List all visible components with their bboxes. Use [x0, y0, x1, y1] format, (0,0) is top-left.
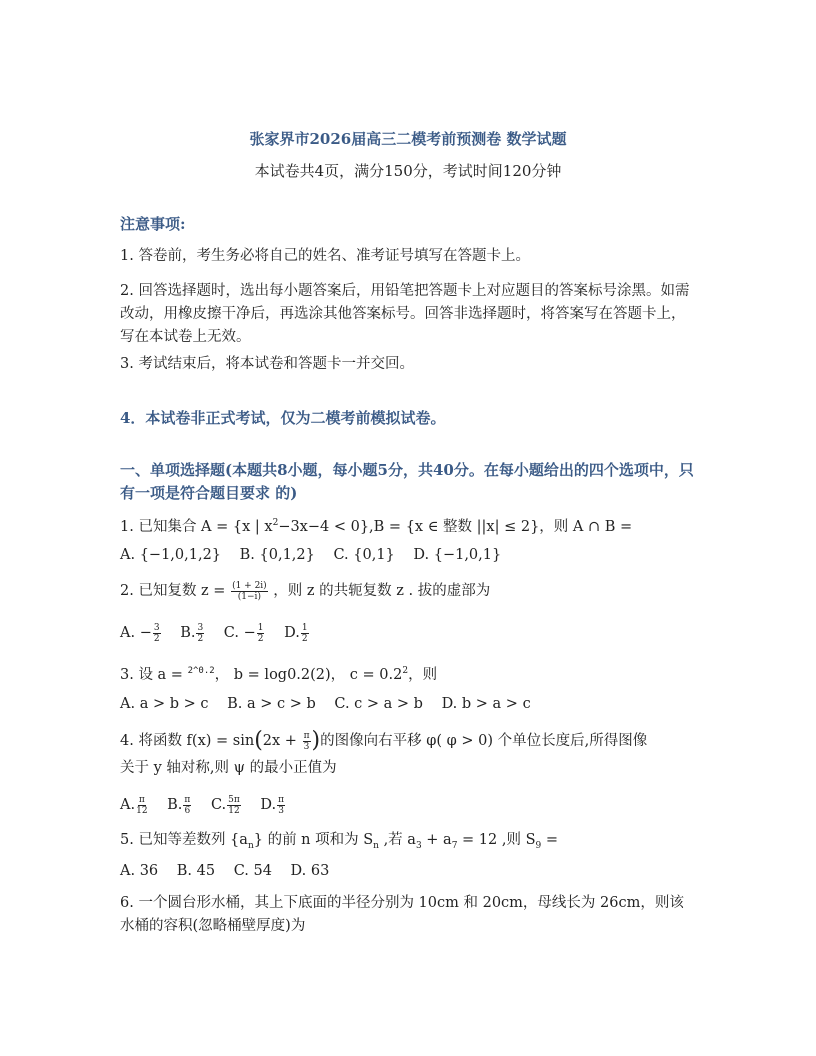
- note-item-3: 3. 考试结束后，将本试卷和答题卡一并交回。: [120, 356, 414, 372]
- question-5-options: [120, 861, 700, 882]
- question-1-stem: [120, 513, 700, 538]
- exam-subtitle: 本试卷共4页，满分150分，考试时间120分钟: [254, 162, 562, 180]
- q3-option-c[interactable]: C. c > a > b: [334, 696, 423, 712]
- q2-option-a-den: 2: [153, 633, 160, 644]
- q4-stem-part2: 的图像向右平移 φ( φ > 0) 个单位长度后,所得图像: [320, 733, 648, 749]
- q2-option-b-fraction: [196, 623, 204, 644]
- question-3-stem: [120, 661, 700, 686]
- q5-sub-n: n: [247, 840, 254, 851]
- q2-option-b-num: 3: [197, 622, 204, 633]
- q4-option-b-num: π: [184, 794, 191, 805]
- q2-option-c-num: 1: [257, 622, 264, 633]
- q1-sup: 2: [272, 518, 279, 528]
- q5-sub-7: 7: [451, 840, 458, 851]
- q2-option-d-fraction: [301, 623, 309, 644]
- question-4-stem-line1: [120, 728, 700, 754]
- q1-option-b[interactable]: B. {0,1,2}: [239, 547, 315, 563]
- question-3-options: [120, 694, 700, 715]
- q4-option-d[interactable]: [260, 794, 286, 816]
- q2-option-c[interactable]: [223, 622, 266, 644]
- q5-stem-part3: ,若 a: [378, 832, 416, 848]
- q4-option-c-den: 12: [228, 805, 240, 816]
- q1-stem-part2: −3x−4 < 0},B = {x ∈ 整数 ||x| ≤ 2}，则 A ∩ B =: [278, 518, 633, 535]
- q2-option-b-den: 2: [197, 633, 204, 644]
- question-6-stem: 6. 一个圆台形水桶，其上下底面的半径分别为 10cm 和 20cm，母线长为 26cm，则该水桶的容积(忽略桶壁厚度)为: [120, 895, 684, 934]
- q4-frac-num: π: [303, 730, 310, 741]
- q3-c-exponent: 2: [402, 666, 409, 676]
- q4-option-a-fraction: [136, 795, 147, 816]
- question-1-options: [120, 545, 700, 566]
- q4-fraction: [303, 731, 311, 752]
- q4-option-c-label: C.: [210, 797, 227, 813]
- q4-close-paren: ): [311, 728, 321, 753]
- q4-option-a-den: 12: [136, 805, 148, 816]
- q2-option-d-label: D.: [284, 625, 300, 641]
- q3-option-d[interactable]: D. b > a > c: [441, 696, 531, 712]
- q5-option-d[interactable]: D. 63: [290, 863, 330, 879]
- q1-option-c[interactable]: C. {0,1}: [333, 547, 395, 563]
- q4-option-d-fraction: [277, 795, 285, 816]
- q5-option-b[interactable]: B. 45: [176, 863, 216, 879]
- q5-option-a[interactable]: A. 36: [120, 863, 159, 879]
- section-heading: 一、单项选择题(本题共8小题，每小题5分，共40分。在每小题给出的四个选项中，只有一项是符合题目要求 的): [120, 461, 694, 502]
- q3-a-exponent: 2^0.2: [187, 666, 215, 676]
- q5-sub-9: 9: [535, 840, 542, 851]
- note-item-1: 1. 答卷前，考生务必将自己的姓名、准考证号填写在答题卡上。: [120, 248, 530, 264]
- q5-stem-part5: = 12 ,则 S: [457, 832, 536, 848]
- q1-option-d[interactable]: D. {−1,0,1}: [413, 547, 502, 563]
- q2-option-c-den: 2: [257, 633, 264, 644]
- question-5-stem: [120, 830, 700, 857]
- q2-option-a-num: 3: [153, 622, 160, 633]
- q4-inner: 2x +: [262, 733, 297, 749]
- q2-option-c-label: C. −: [223, 625, 256, 641]
- notes-heading: 注意事项:: [120, 215, 186, 233]
- q2-option-d-den: 2: [301, 633, 308, 644]
- q4-option-d-num: π: [278, 794, 285, 805]
- q4-option-c[interactable]: [210, 794, 242, 816]
- q2-option-a[interactable]: [120, 622, 162, 644]
- q4-option-a[interactable]: [120, 794, 149, 816]
- q3-stem-part1: 3. 设 a =: [120, 666, 183, 683]
- q4-option-b-label: B.: [167, 797, 183, 813]
- q4-option-b-den: 6: [184, 805, 191, 816]
- q4-open-paren: (: [254, 728, 263, 753]
- q3-option-b[interactable]: B. a > c > b: [227, 696, 316, 712]
- q1-option-a[interactable]: A. {−1,0,1,2}: [120, 547, 222, 563]
- q1-stem-part1: 1. 已知集合 A = {x | x: [120, 518, 273, 535]
- q2-numerator: (1 + 2i): [232, 580, 267, 591]
- q2-option-d[interactable]: [284, 622, 309, 644]
- q2-stem-part1: 2. 已知复数 z =: [120, 583, 226, 599]
- q2-stem-part2: ，则 z 的共轭复数 z . 拔的虚部为: [273, 583, 491, 599]
- q4-option-a-num: π: [138, 794, 145, 805]
- q5-stem-part2: } 的前 n 项和为 S: [253, 832, 374, 848]
- q5-option-c[interactable]: C. 54: [233, 863, 272, 879]
- q5-stem-part4: + a: [421, 832, 452, 848]
- q4-option-c-num: 5π: [228, 794, 240, 805]
- q2-fraction: [231, 581, 268, 602]
- q2-option-d-num: 1: [301, 622, 308, 633]
- q2-option-b[interactable]: [180, 622, 205, 644]
- question-4-options: [120, 792, 700, 818]
- q4-option-b[interactable]: [167, 794, 192, 816]
- q3-stem-part2: ， b = log0.2(2)， c = 0.2: [214, 666, 403, 683]
- question-2-stem: [120, 578, 700, 604]
- q5-stem-part1: 5. 已知等差数列 {a: [120, 832, 248, 848]
- q4-option-d-den: 3: [278, 805, 284, 816]
- q2-option-b-label: B.: [180, 625, 196, 641]
- q2-option-c-fraction: [257, 623, 265, 644]
- notes-extra: 4．本试卷非正式考试，仅为二模考前模拟试卷。: [120, 409, 446, 427]
- q2-denominator: (1−i): [237, 591, 261, 602]
- q5-sub-n2: n: [373, 840, 379, 851]
- q2-option-a-fraction: [153, 623, 161, 644]
- q3-option-a[interactable]: A. a > b > c: [120, 696, 209, 712]
- q2-option-a-label: A. −: [120, 625, 152, 641]
- question-4-stem-line2: 关于 y 轴对称,则 ψ 的最小正值为: [120, 760, 337, 776]
- q4-option-a-label: A.: [120, 797, 136, 813]
- q5-stem-part6: =: [541, 832, 559, 848]
- exam-title: 张家界市2026届高三二模考前预测卷 数学试题: [249, 130, 567, 148]
- note-item-2: 2. 回答选择题时，选出每小题答案后，用铅笔把答题卡上对应题目的答案标号涂黑。如需改动，用橡皮擦干净后，再选涂其他答案标号。回答非选择题时，将答案写在答题卡上，写在本试卷上无效。: [120, 283, 690, 345]
- q4-option-d-label: D.: [260, 797, 277, 813]
- q4-option-b-fraction: [183, 795, 191, 816]
- q4-frac-den: 3: [303, 741, 310, 752]
- q4-option-c-fraction: [227, 795, 241, 816]
- q5-sub-3: 3: [415, 840, 422, 851]
- question-2-options: [120, 620, 700, 646]
- q3-stem-part3: ，则: [408, 666, 438, 683]
- q4-stem-part1: 4. 将函数 f(x) = sin: [120, 733, 255, 749]
